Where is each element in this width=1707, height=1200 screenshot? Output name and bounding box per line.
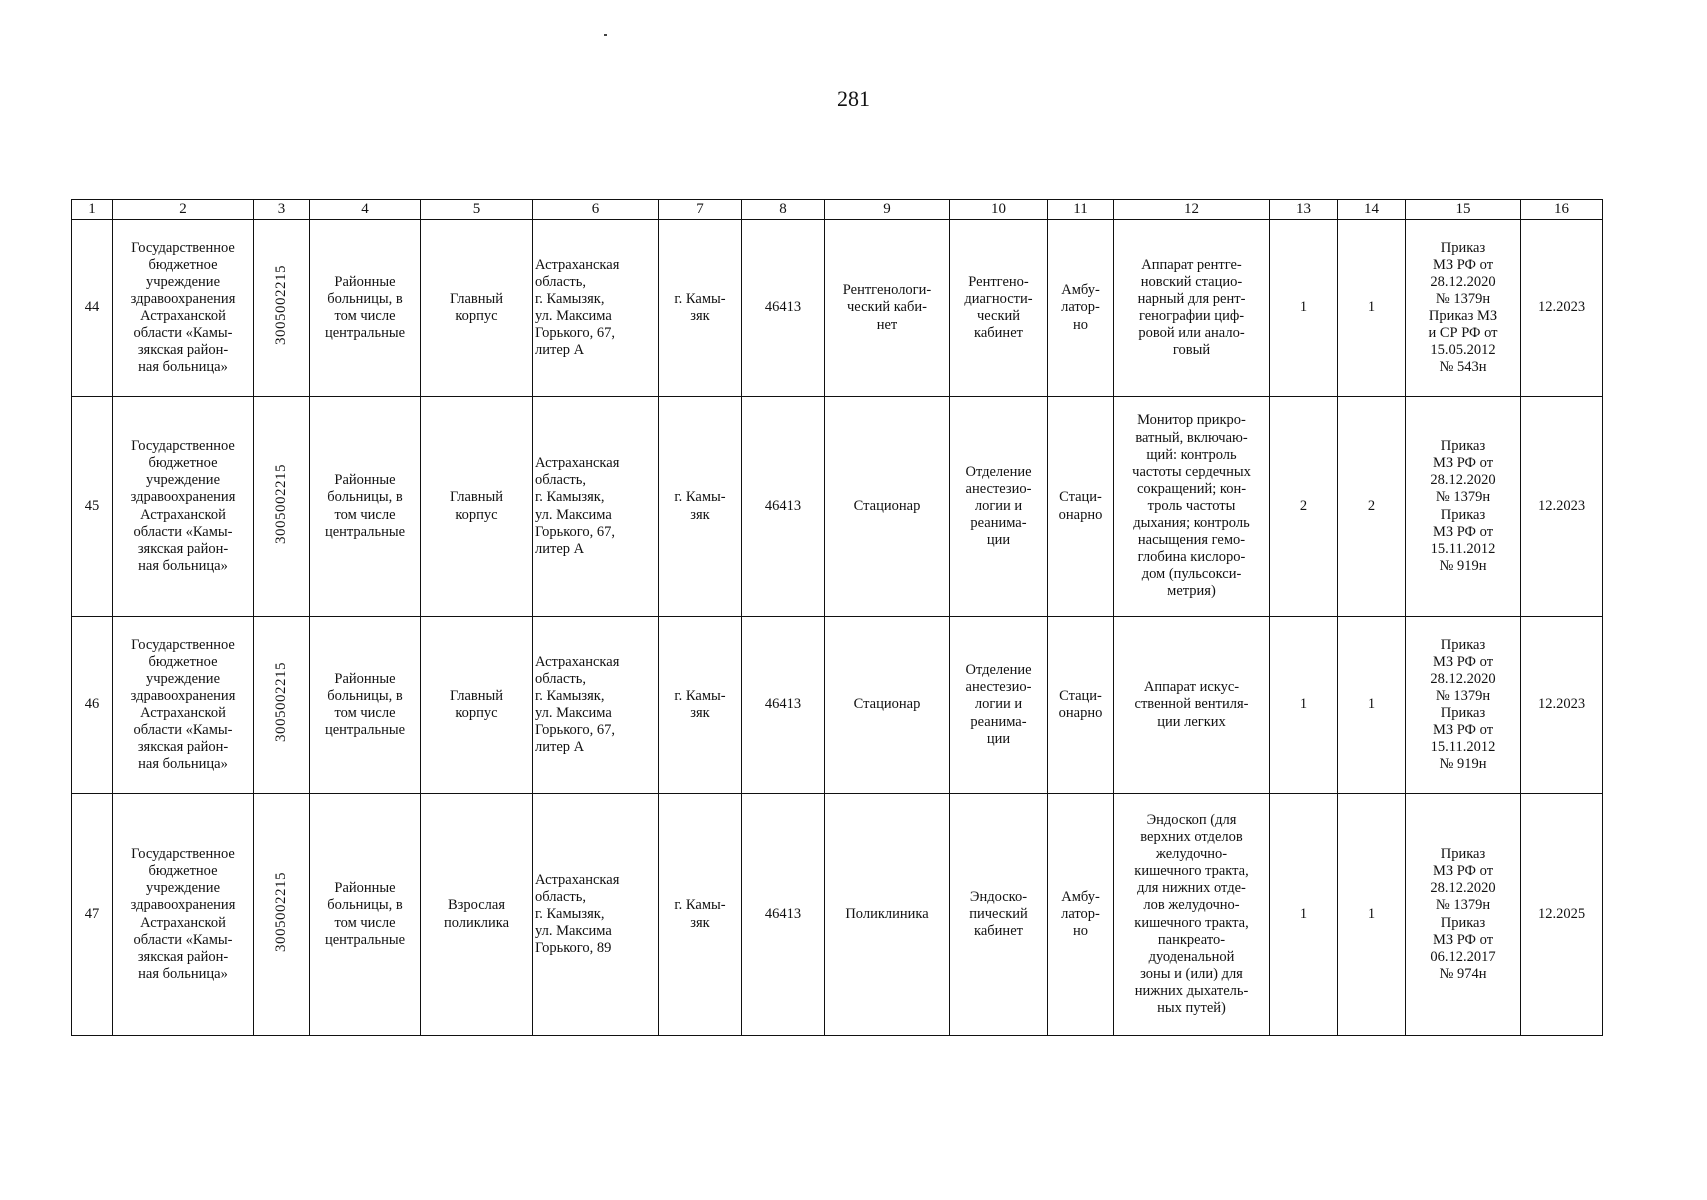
unit-name: Поликлиника bbox=[825, 794, 950, 1036]
locality: г. Камы- зяк bbox=[659, 220, 742, 397]
deadline-date: 12.2023 bbox=[1521, 617, 1603, 794]
table-row bbox=[72, 220, 1603, 397]
quantity-planned: 2 bbox=[1338, 397, 1406, 617]
inn-code: 3005002215 bbox=[272, 662, 289, 743]
row-number: 47 bbox=[72, 794, 113, 1036]
col-header-14: 14 bbox=[1338, 200, 1406, 220]
col-header-9: 9 bbox=[825, 200, 950, 220]
col-header-11: 11 bbox=[1048, 200, 1114, 220]
row-number: 45 bbox=[72, 397, 113, 617]
deadline-date: 12.2023 bbox=[1521, 397, 1603, 617]
table-body bbox=[72, 220, 1603, 1036]
col-header-1: 1 bbox=[72, 200, 113, 220]
deadline-date: 12.2025 bbox=[1521, 794, 1603, 1036]
organization-name: Государственное бюджетное учреждение здравоохранения Астраханской области «Камы- зякская район- ная больница» bbox=[113, 617, 254, 794]
equipment-name: Аппарат рентге- новский стацио- нарный для рент- генографии циф- ровой или анало- говый bbox=[1114, 220, 1270, 397]
quantity-required: 1 bbox=[1270, 794, 1338, 1036]
locality: г. Камы- зяк bbox=[659, 794, 742, 1036]
address: Астраханская область, г. Камызяк, ул. Максима Горького, 67, литер А bbox=[533, 617, 659, 794]
organization-name: Государственное бюджетное учреждение здравоохранения Астраханской области «Камы- зякская район- ная больница» bbox=[113, 220, 254, 397]
locality: г. Камы- зяк bbox=[659, 397, 742, 617]
deadline-date: 12.2023 bbox=[1521, 220, 1603, 397]
room-name: Рентгено- диагности- ческий кабинет bbox=[950, 220, 1048, 397]
quantity-required: 2 bbox=[1270, 397, 1338, 617]
equipment-name: Аппарат искус- ственной вентиля- ции легких bbox=[1114, 617, 1270, 794]
care-mode: Стаци- онарно bbox=[1048, 617, 1114, 794]
scan-dot bbox=[604, 34, 607, 36]
col-header-15: 15 bbox=[1406, 200, 1521, 220]
col-header-7: 7 bbox=[659, 200, 742, 220]
quantity-planned: 1 bbox=[1338, 794, 1406, 1036]
equipment-table bbox=[71, 199, 1603, 1036]
equipment-name: Эндоскоп (для верхних отделов желудочно- кишечного тракта, для нижних отде- лов желудочно- кишечного тракта, панкреато- дуоденальной зоны и (или) для нижних дыхатель- ных путей) bbox=[1114, 794, 1270, 1036]
inn-cell bbox=[254, 220, 310, 397]
col-header-6: 6 bbox=[533, 200, 659, 220]
organization-type: Районные больницы, в том числе центральные bbox=[310, 794, 421, 1036]
col-header-16: 16 bbox=[1521, 200, 1603, 220]
unit-name: Рентгенологи- ческий каби- нет bbox=[825, 220, 950, 397]
oktmo-code: 46413 bbox=[742, 617, 825, 794]
col-header-13: 13 bbox=[1270, 200, 1338, 220]
page-number: 281 bbox=[837, 86, 870, 111]
inn-code: 3005002215 bbox=[272, 265, 289, 346]
table-row bbox=[72, 397, 1603, 617]
care-mode: Амбу- латор- но bbox=[1048, 220, 1114, 397]
col-header-2: 2 bbox=[113, 200, 254, 220]
address: Астраханская область, г. Камызяк, ул. Максима Горького, 89 bbox=[533, 794, 659, 1036]
organization-type: Районные больницы, в том числе центральные bbox=[310, 617, 421, 794]
building-name: Главный корпус bbox=[421, 617, 533, 794]
building-name: Взрослая поликлика bbox=[421, 794, 533, 1036]
address: Астраханская область, г. Камызяк, ул. Максима Горького, 67, литер А bbox=[533, 397, 659, 617]
inn-code: 3005002215 bbox=[272, 871, 289, 952]
oktmo-code: 46413 bbox=[742, 794, 825, 1036]
quantity-planned: 1 bbox=[1338, 617, 1406, 794]
care-mode: Стаци- онарно bbox=[1048, 397, 1114, 617]
col-header-5: 5 bbox=[421, 200, 533, 220]
inn-cell bbox=[254, 794, 310, 1036]
inn-cell bbox=[254, 617, 310, 794]
col-header-8: 8 bbox=[742, 200, 825, 220]
col-header-10: 10 bbox=[950, 200, 1048, 220]
regulatory-order: Приказ МЗ РФ от 28.12.2020 № 1379н Приказ МЗ РФ от 15.11.2012 № 919н bbox=[1406, 617, 1521, 794]
room-name: Отделение анестезио- логии и реанима- ции bbox=[950, 617, 1048, 794]
building-name: Главный корпус bbox=[421, 397, 533, 617]
organization-type: Районные больницы, в том числе центральные bbox=[310, 397, 421, 617]
row-number: 46 bbox=[72, 617, 113, 794]
unit-name: Стационар bbox=[825, 397, 950, 617]
organization-name: Государственное бюджетное учреждение здравоохранения Астраханской области «Камы- зякская район- ная больница» bbox=[113, 397, 254, 617]
organization-name: Государственное бюджетное учреждение здравоохранения Астраханской области «Камы- зякская район- ная больница» bbox=[113, 794, 254, 1036]
locality: г. Камы- зяк bbox=[659, 617, 742, 794]
inn-cell bbox=[254, 397, 310, 617]
quantity-planned: 1 bbox=[1338, 220, 1406, 397]
organization-type: Районные больницы, в том числе центральные bbox=[310, 220, 421, 397]
address: Астраханская область, г. Камызяк, ул. Максима Горького, 67, литер А bbox=[533, 220, 659, 397]
quantity-required: 1 bbox=[1270, 617, 1338, 794]
building-name: Главный корпус bbox=[421, 220, 533, 397]
table-row bbox=[72, 794, 1603, 1036]
col-header-3: 3 bbox=[254, 200, 310, 220]
table-header bbox=[72, 200, 1603, 220]
col-header-4: 4 bbox=[310, 200, 421, 220]
row-number: 44 bbox=[72, 220, 113, 397]
unit-name: Стационар bbox=[825, 617, 950, 794]
regulatory-order: Приказ МЗ РФ от 28.12.2020 № 1379н Приказ МЗ и СР РФ от 15.05.2012 № 543н bbox=[1406, 220, 1521, 397]
room-name: Эндоско- пический кабинет bbox=[950, 794, 1048, 1036]
inn-code: 3005002215 bbox=[272, 463, 289, 544]
equipment-name: Монитор прикро- ватный, включаю- щий: контроль частоты сердечных сокращений; кон- троль частоты дыхания; контроль насыщения гемо- глобина кислоро- дом (пульсокси- метрия) bbox=[1114, 397, 1270, 617]
regulatory-order: Приказ МЗ РФ от 28.12.2020 № 1379н Приказ МЗ РФ от 15.11.2012 № 919н bbox=[1406, 397, 1521, 617]
oktmo-code: 46413 bbox=[742, 397, 825, 617]
col-header-12: 12 bbox=[1114, 200, 1270, 220]
quantity-required: 1 bbox=[1270, 220, 1338, 397]
table-row bbox=[72, 617, 1603, 794]
oktmo-code: 46413 bbox=[742, 220, 825, 397]
column-number-row bbox=[72, 200, 1603, 220]
room-name: Отделение анестезио- логии и реанима- ции bbox=[950, 397, 1048, 617]
regulatory-order: Приказ МЗ РФ от 28.12.2020 № 1379н Приказ МЗ РФ от 06.12.2017 № 974н bbox=[1406, 794, 1521, 1036]
care-mode: Амбу- латор- но bbox=[1048, 794, 1114, 1036]
